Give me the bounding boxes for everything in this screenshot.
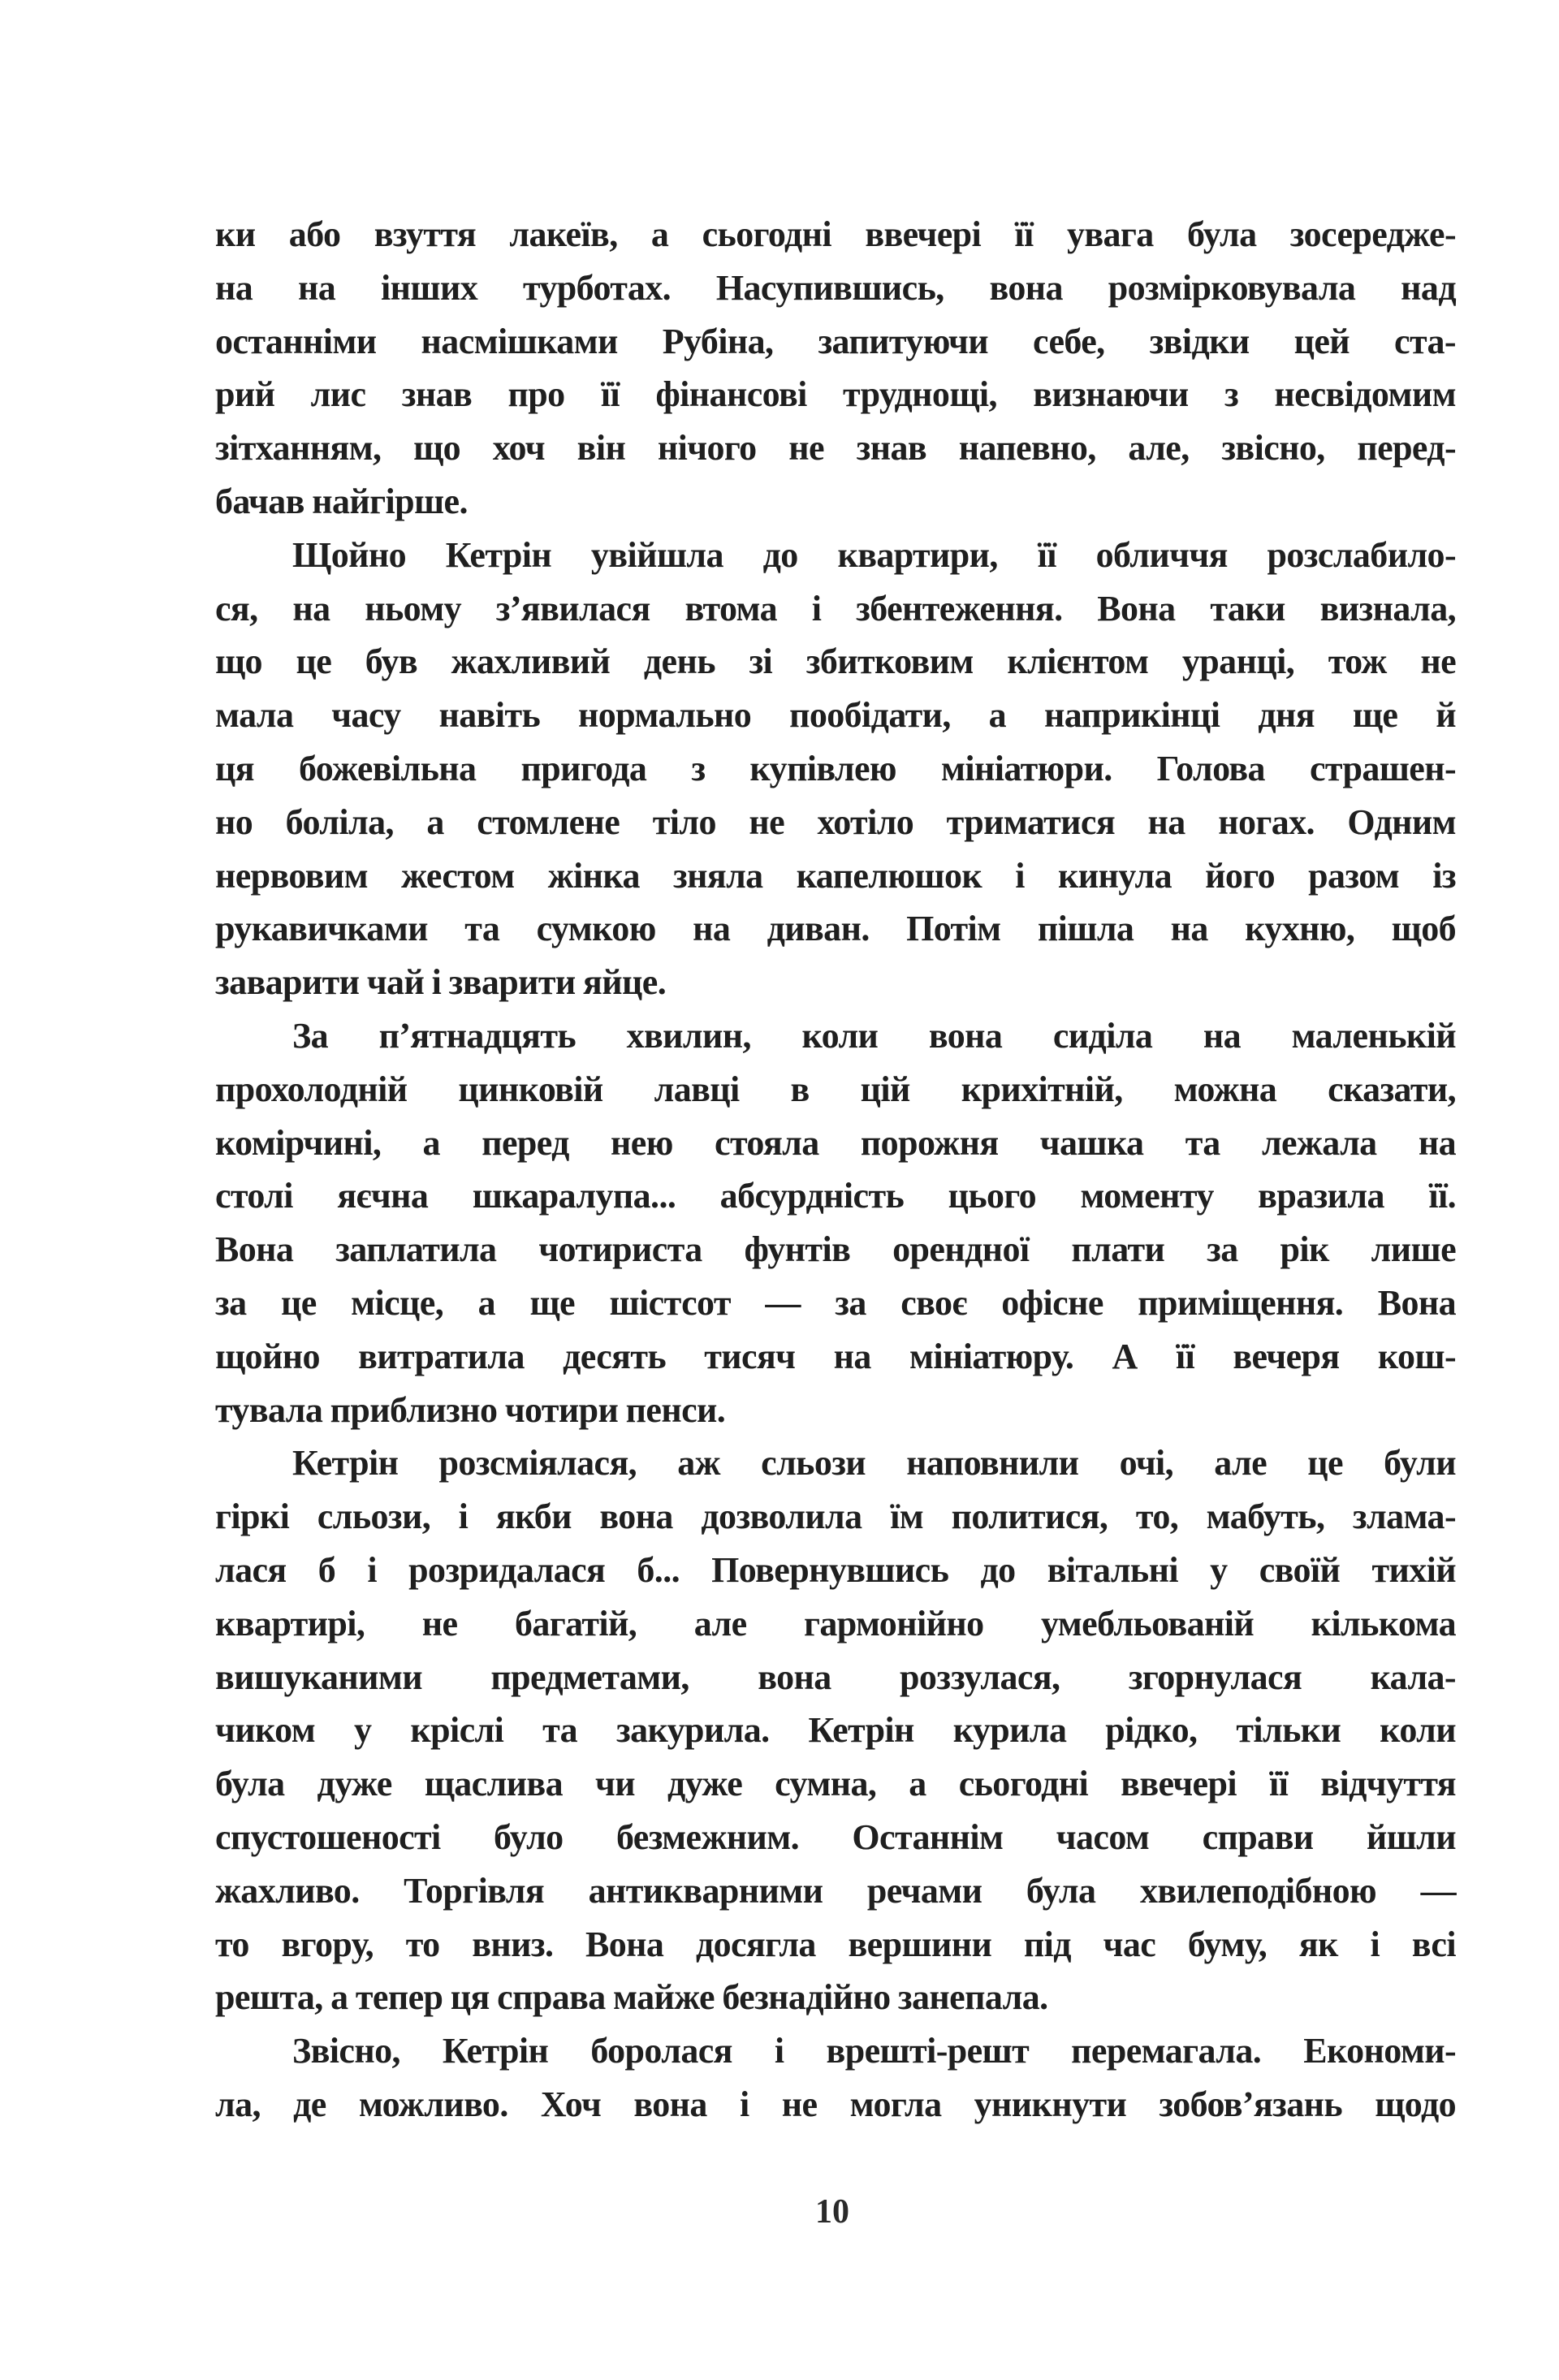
text-line: бачав найгірше. [215, 481, 468, 521]
text-line: За пʼятнадцять хвилин, коли вона сиділа на маленькій [292, 1015, 1456, 1056]
text-line: гіркі сльози, і якби вона дозволила їм политися, то, мабуть, злама- [215, 1497, 1456, 1537]
text-line: мала часу навіть нормально пообідати, а наприкінці дня ще й [215, 695, 1456, 736]
text-line: вишуканими предметами, вона роззулася, згорнулася кала- [215, 1656, 1456, 1697]
text-line: лася б і розридалася б... Повернувшись до вітальні у своїй тихій [215, 1549, 1456, 1590]
paragraph [215, 1009, 1456, 1436]
text-line: то вгору, то вниз. Вона досягла вершини під час буму, як і всі [215, 1924, 1456, 1964]
text-line: квартирі, не багатій, але гармонійно умебльованій кількома [215, 1603, 1456, 1644]
text-line: спустошеності було безмежним. Останнім часом справи йшли [215, 1816, 1456, 1857]
body-text [215, 208, 1456, 2132]
text-line: ки або взуття лакеїв, а сьогодні ввечері її увага була зосередже- [215, 214, 1456, 254]
text-line: ла, де можливо. Хоч вона і не могла уникнути зобовʼязань щодо [215, 2084, 1456, 2124]
text-line: но боліла, а стомлене тіло не хотіло триматися на ногах. Одним [215, 801, 1456, 842]
paragraph [215, 1436, 1456, 2024]
text-line: ця божевільна пригода з купівлею мініатюри. Голова страшен- [215, 748, 1456, 788]
text-line: щойно витратила десять тисяч на мініатюру. А її вечеря кош- [215, 1336, 1456, 1376]
text-line: була дуже щаслива чи дуже сумна, а сьогодні ввечері її відчуття [215, 1764, 1456, 1804]
text-line: жахливо. Торгівля антикварними речами була хвилеподібною — [215, 1870, 1456, 1911]
text-line: столі яєчна шкаралупа... абсурдність цього моменту вразила її. [215, 1176, 1456, 1216]
text-line: Кетрін розсміялася, аж сльози наповнили очі, але це були [292, 1443, 1456, 1484]
text-line: рукавичками та сумкою на диван. Потім пішла на кухню, щоб [215, 909, 1456, 949]
text-line: решта, а тепер ця справа майже безнадійно занепала. [215, 1977, 1048, 2018]
text-line: за це місце, а ще шістсот — за своє офісне приміщення. Вона [215, 1282, 1456, 1323]
text-line: Звісно, Кетрін боролася і врешті-решт перемагала. Економи- [292, 2031, 1456, 2071]
text-line: Щойно Кетрін увійшла до квартири, її обличчя розслабило- [292, 534, 1456, 575]
text-line: тувала приблизно чотири пенси. [215, 1389, 726, 1430]
text-line: нервовим жестом жінка зняла капелюшок і кинула його разом із [215, 855, 1456, 896]
text-line: останніми насмішками Рубіна, запитуючи себе, звідки цей ста- [215, 321, 1456, 361]
text-line: що це був жахливий день зі збитковим клієнтом уранці, тож не [215, 641, 1456, 682]
text-line: рий лис знав про її фінансові труднощі, визнаючи з несвідомим [215, 374, 1456, 415]
text-line: Вона заплатила чотириста фунтів орендної плати за рік лише [215, 1229, 1456, 1270]
text-line: прохолодній цинковій лавці в цій крихітній, можна сказати, [215, 1069, 1456, 1109]
paragraph [215, 2024, 1456, 2132]
text-line: заварити чай і зварити яйце. [215, 962, 667, 1003]
text-line: чиком у кріслі та закурила. Кетрін курила рідко, тільки коли [215, 1710, 1456, 1751]
paragraph [215, 208, 1456, 529]
paragraph [215, 529, 1456, 1009]
text-line: на на інших турботах. Насупившись, вона розмірковувала над [215, 267, 1456, 308]
text-line: зітханням, що хоч він нічого не знав напевно, але, звісно, перед- [215, 428, 1456, 469]
page-number: 10 [815, 2193, 849, 2231]
text-line: комірчині, а перед нею стояла порожня чашка та лежала на [215, 1122, 1456, 1163]
text-line: ся, на ньому зʼявилася втома і збентеження. Вона таки визнала, [215, 588, 1456, 628]
